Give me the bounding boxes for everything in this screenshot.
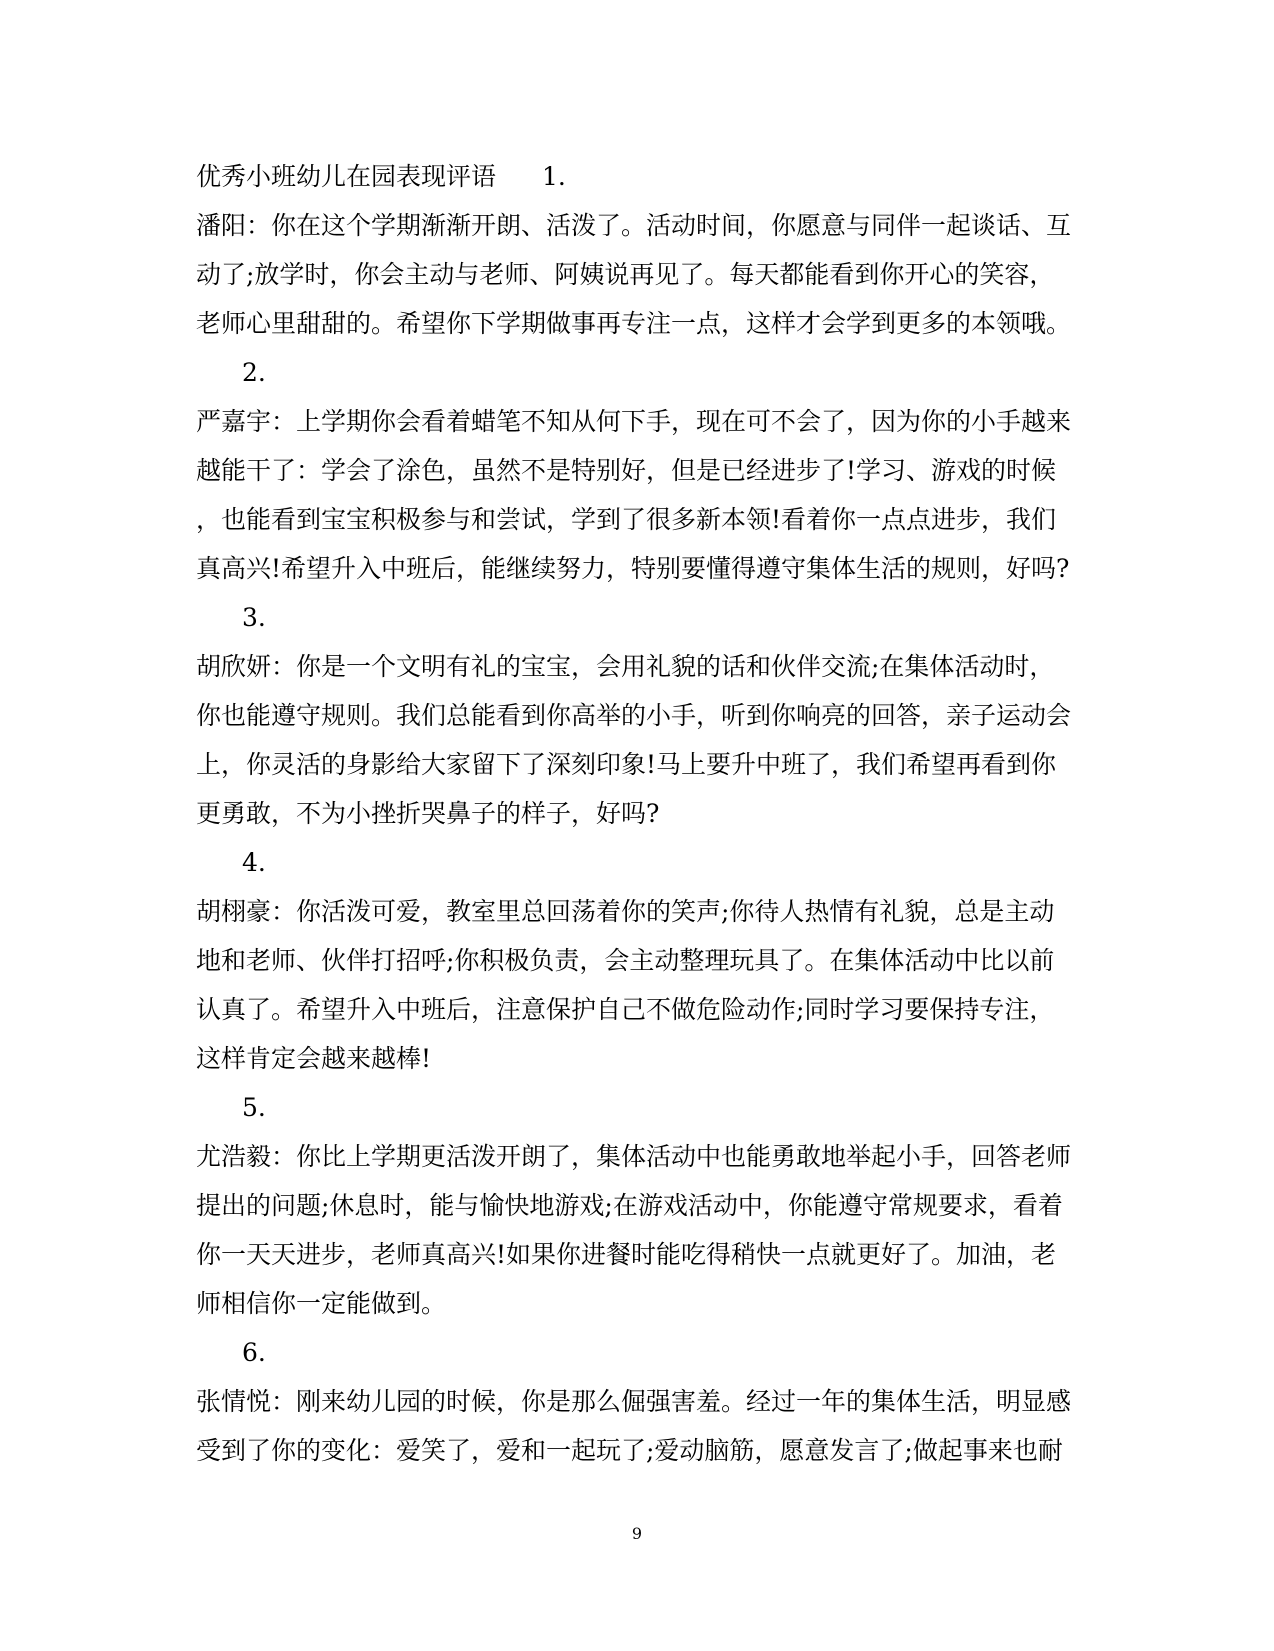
text-line: 你也能遵守规则。我们总能看到你高举的小手，听到你响亮的回答，亲子运动会 <box>196 701 1072 730</box>
text-line: 动了;放学时，你会主动与老师、阿姨说再见了。每天都能看到你开心的笑容， <box>196 260 1055 289</box>
item-number: 4. <box>242 848 266 877</box>
text-line: 受到了你的变化：爱笑了，爱和一起玩了;爱动脑筋，愿意发言了;做起事来也耐 <box>196 1436 1063 1465</box>
item-number: 1. <box>542 162 566 191</box>
document-title: 优秀小班幼儿在园表现评语 <box>196 162 497 191</box>
text-line: 真高兴!希望升入中班后，能继续努力，特别要懂得遵守集体生活的规则，好吗? <box>196 554 1070 583</box>
text-line: 胡欣妍：你是一个文明有礼的宝宝，会用礼貌的话和伙伴交流;在集体活动时， <box>196 652 1055 681</box>
text-line: 老师心里甜甜的。希望你下学期做事再专注一点，这样才会学到更多的本领哦。 <box>196 309 1072 338</box>
text-line: 提出的问题;休息时，能与愉快地游戏;在游戏活动中，你能遵守常规要求，看着 <box>196 1191 1063 1220</box>
item-number: 2. <box>242 358 266 387</box>
title-line <box>196 152 1076 201</box>
text-line: 胡栩豪：你活泼可爱，教室里总回荡着你的笑声;你待人热情有礼貌，总是主动 <box>196 897 1055 926</box>
item-number: 6. <box>242 1338 266 1367</box>
item-number: 3. <box>242 603 266 632</box>
text-line: 张情悦：刚来幼儿园的时候，你是那么倔强害羞。经过一年的集体生活，明显感 <box>196 1387 1072 1416</box>
text-line: ，也能看到宝宝积极参与和尝试，学到了很多新本领!看着你一点点进步，我们 <box>196 505 1057 534</box>
text-line: 越能干了：学会了涂色，虽然不是特别好，但是已经进步了!学习、游戏的时候 <box>196 456 1057 485</box>
text-line: 尤浩毅：你比上学期更活泼开朗了，集体活动中也能勇敢地举起小手，回答老师 <box>196 1142 1072 1171</box>
text-line: 地和老师、伙伴打招呼;你积极负责，会主动整理玩具了。在集体活动中比以前 <box>196 946 1055 975</box>
item-number: 5. <box>242 1093 266 1122</box>
text-line: 这样肯定会越来越棒! <box>196 1044 432 1073</box>
text-line: 上，你灵活的身影给大家留下了深刻印象!马上要升中班了，我们希望再看到你 <box>196 750 1057 779</box>
text-line: 你一天天进步，老师真高兴!如果你进餐时能吃得稍快一点就更好了。加油，老 <box>196 1240 1057 1269</box>
text-line: 更勇敢，不为小挫折哭鼻子的样子，好吗? <box>196 799 660 828</box>
text-line: 认真了。希望升入中班后，注意保护自己不做危险动作;同时学习要保持专注， <box>196 995 1055 1024</box>
text-line: 师相信你一定能做到。 <box>196 1289 447 1318</box>
document-body <box>196 152 1076 1475</box>
page-number: 9 <box>631 1524 643 1543</box>
text-line: 潘阳：你在这个学期渐渐开朗、活泼了。活动时间，你愿意与同伴一起谈话、互 <box>196 211 1072 240</box>
text-line: 严嘉宇：上学期你会看着蜡笔不知从何下手，现在可不会了，因为你的小手越来 <box>196 407 1072 436</box>
